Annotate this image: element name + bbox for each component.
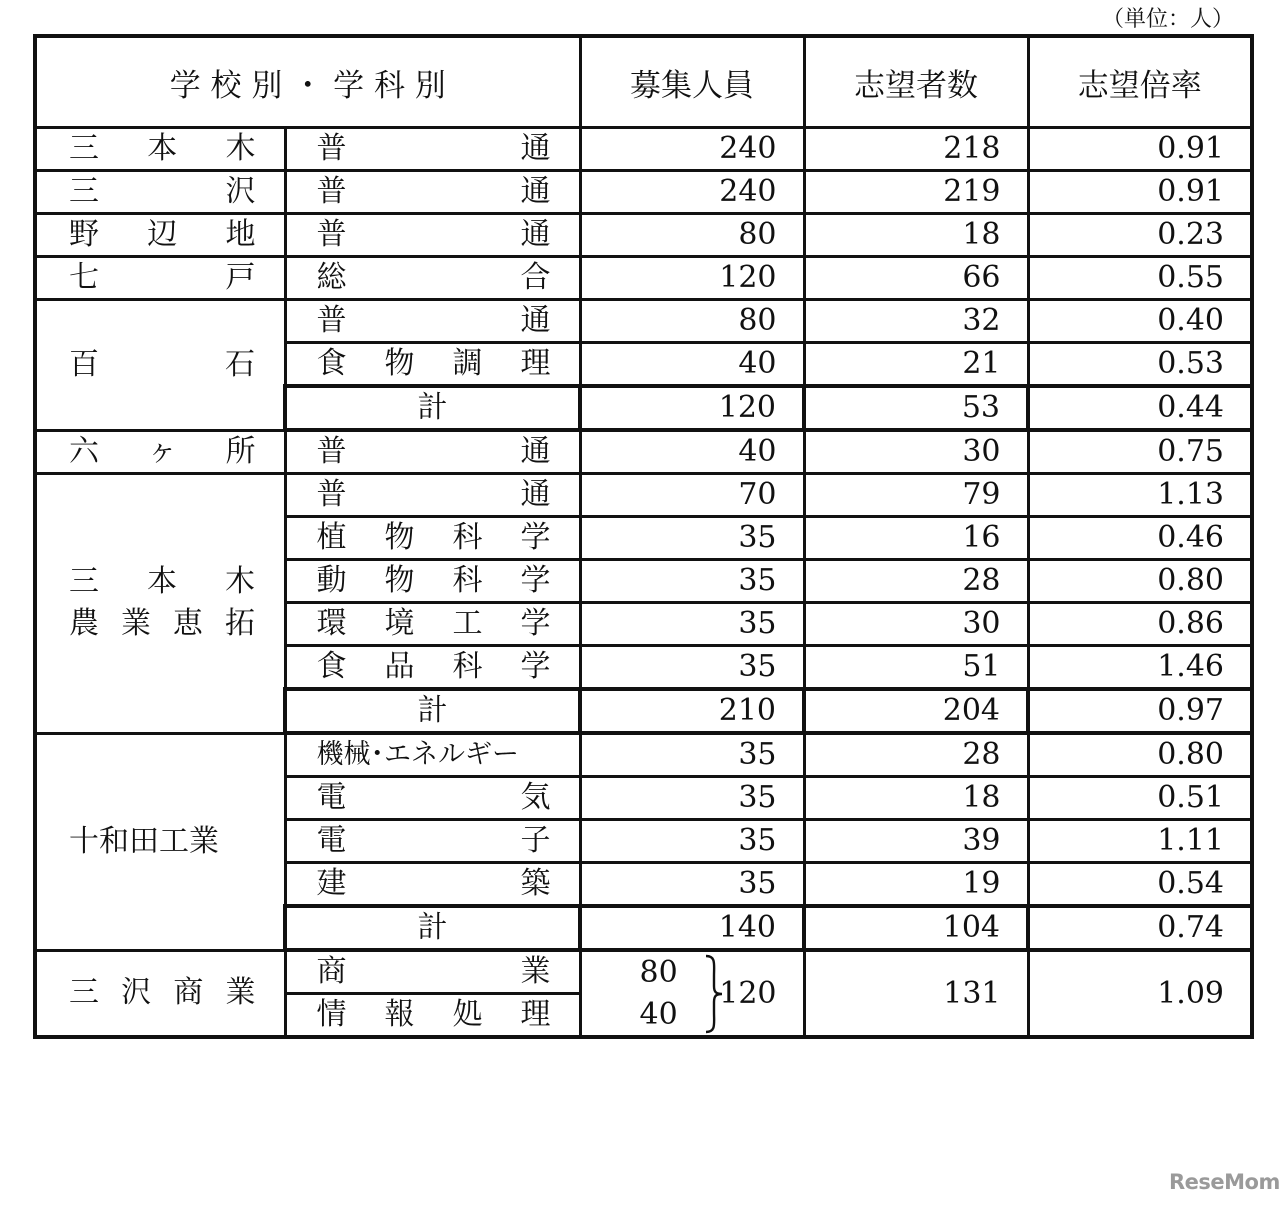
dept-cell	[285, 214, 580, 257]
char: 恵	[173, 606, 203, 642]
char: 学	[520, 563, 551, 598]
char: 普	[316, 477, 347, 512]
char: 本	[147, 131, 178, 166]
capacity-cell: 35	[580, 646, 804, 690]
dept-cell	[285, 560, 580, 603]
table-row	[35, 214, 1252, 257]
applicants-cell: 131	[804, 950, 1028, 1037]
char: 合	[520, 260, 551, 295]
char: 築	[520, 866, 551, 901]
school-cell	[35, 950, 285, 1037]
applicants-cell: 18	[804, 214, 1028, 257]
ratio-cell: 0.46	[1028, 517, 1252, 560]
char: 通	[520, 131, 551, 166]
char: ヶ	[147, 433, 178, 469]
capacity-cell: 40	[580, 430, 804, 474]
dept-cell	[285, 128, 580, 171]
capacity-cell: 70	[580, 474, 804, 517]
char: 理	[520, 997, 551, 1032]
char: 商	[316, 954, 347, 989]
school-cell	[35, 257, 285, 300]
table-row	[35, 128, 1252, 171]
dept-cell	[285, 300, 580, 343]
char: 野	[69, 217, 99, 252]
capacity-total-value: 120	[719, 975, 777, 1011]
char: 食	[316, 649, 347, 684]
applicants-cell: 16	[804, 517, 1028, 560]
capacity-cell: 210	[580, 689, 804, 733]
char: 食	[316, 346, 347, 381]
ratio-cell: 0.74	[1028, 906, 1252, 950]
applicants-cell: 53	[804, 386, 1028, 430]
capacity-cell: 80	[580, 214, 804, 257]
applicants-cell: 104	[804, 906, 1028, 950]
char: 情	[316, 997, 347, 1032]
subtotal-label: 計	[285, 906, 580, 950]
ratio-cell: 0.53	[1028, 343, 1252, 387]
capacity-cell: 35	[580, 560, 804, 603]
ratio-cell: 1.09	[1028, 950, 1252, 1037]
char: 商	[173, 975, 204, 1011]
char: 学	[520, 520, 551, 555]
capacity-cell: 35	[580, 777, 804, 820]
school-cell: 十和田工業	[35, 733, 285, 950]
school-cell	[35, 214, 285, 257]
capacity-cell: 35	[580, 820, 804, 863]
ratio-cell: 0.91	[1028, 128, 1252, 171]
capacity-sub-value: 80	[639, 954, 678, 990]
applicants-cell: 30	[804, 603, 1028, 646]
capacity-cell: 35	[580, 603, 804, 646]
dept-cell	[285, 603, 580, 646]
capacity-cell: 35	[580, 517, 804, 560]
ratio-cell: 0.75	[1028, 430, 1252, 474]
ratio-cell: 0.80	[1028, 733, 1252, 777]
dept-cell	[285, 343, 580, 387]
applicants-cell: 19	[804, 863, 1028, 907]
char: 建	[316, 866, 347, 901]
char: 科	[452, 649, 483, 684]
char: 品	[384, 649, 415, 684]
applicants-cell: 39	[804, 820, 1028, 863]
ratio-cell: 0.54	[1028, 863, 1252, 907]
char: 農	[69, 606, 99, 642]
table-row	[35, 474, 1252, 517]
char: 百	[69, 346, 99, 382]
resemom-logo: ReseMom	[1169, 1170, 1280, 1194]
char: 六	[69, 433, 99, 469]
ratio-cell: 0.40	[1028, 300, 1252, 343]
dept-cell	[285, 646, 580, 690]
char: 本	[147, 564, 177, 600]
capacity-sub-value: 40	[639, 996, 678, 1032]
dept-cell: 機械･エネルギー	[285, 733, 580, 777]
school-name-line2	[69, 603, 255, 645]
char: 通	[520, 217, 551, 252]
char: 子	[520, 823, 551, 858]
table-row	[35, 300, 1252, 343]
table-row	[35, 950, 1252, 994]
capacity-cell: 240	[580, 128, 804, 171]
applicants-cell: 28	[804, 733, 1028, 777]
applicants-cell: 218	[804, 128, 1028, 171]
char: 物	[384, 563, 415, 598]
applicants-cell: 51	[804, 646, 1028, 690]
char: 三	[69, 131, 99, 166]
table-row	[35, 733, 1252, 777]
char: 調	[452, 346, 483, 381]
capacity-cell: 35	[580, 863, 804, 907]
dept-cell	[285, 950, 580, 994]
ratio-cell: 0.91	[1028, 171, 1252, 214]
header-row	[35, 36, 1252, 128]
char: 科	[452, 520, 483, 555]
ratio-cell: 0.51	[1028, 777, 1252, 820]
subtotal-label: 計	[285, 386, 580, 430]
school-cell	[35, 128, 285, 171]
applicants-cell: 79	[804, 474, 1028, 517]
char: 普	[316, 131, 347, 166]
char: 七	[69, 260, 99, 295]
school-cell	[35, 171, 285, 214]
char: 電	[316, 823, 347, 858]
char: 物	[384, 346, 415, 381]
capacity-cell: 140	[580, 906, 804, 950]
char: 木	[225, 564, 255, 600]
capacity-cell: 80	[580, 300, 804, 343]
ratio-cell: 0.44	[1028, 386, 1252, 430]
dept-cell	[285, 517, 580, 560]
capacity-cell: 40	[580, 343, 804, 387]
applicants-cell: 30	[804, 430, 1028, 474]
header-applicants: 志望者数	[804, 36, 1028, 128]
char: 辺	[147, 217, 178, 252]
applicants-cell: 32	[804, 300, 1028, 343]
char: 境	[384, 606, 415, 641]
char: 地	[225, 217, 256, 252]
school-name-line1	[69, 561, 255, 603]
char: 業	[121, 606, 151, 642]
char: 通	[520, 303, 551, 338]
char: 三	[69, 975, 99, 1011]
char: 動	[316, 563, 347, 598]
char: 科	[452, 563, 483, 598]
ratio-cell: 1.11	[1028, 820, 1252, 863]
char: 植	[316, 520, 347, 555]
capacity-cell: 240	[580, 171, 804, 214]
char: 業	[225, 975, 256, 1011]
school-cell	[35, 474, 285, 734]
char: 普	[316, 434, 347, 469]
char: 電	[316, 780, 347, 815]
char: 業	[520, 954, 551, 989]
char: 通	[520, 174, 551, 209]
dept-cell	[285, 430, 580, 474]
char: 三	[69, 174, 99, 209]
ratio-cell: 1.46	[1028, 646, 1252, 690]
capacity-cell: 35	[580, 733, 804, 777]
dept-cell	[285, 257, 580, 300]
unit-note: （単位：人）	[1101, 7, 1234, 32]
ratio-cell: 1.13	[1028, 474, 1252, 517]
applicants-cell: 21	[804, 343, 1028, 387]
table-row	[35, 171, 1252, 214]
char: 普	[316, 303, 347, 338]
subtotal-label: 計	[285, 689, 580, 733]
applicants-cell: 28	[804, 560, 1028, 603]
table-row	[35, 430, 1252, 474]
ratio-cell: 0.97	[1028, 689, 1252, 733]
applicants-table	[33, 34, 1254, 1039]
school-cell	[35, 300, 285, 431]
char: 沢	[225, 174, 256, 209]
dept-cell	[285, 820, 580, 863]
school-cell	[35, 430, 285, 474]
ratio-cell: 0.23	[1028, 214, 1252, 257]
ratio-cell: 0.80	[1028, 560, 1252, 603]
capacity-cell: 120	[580, 386, 804, 430]
char: 理	[520, 346, 551, 381]
capacity-cell: 120	[580, 257, 804, 300]
char: 工	[452, 606, 483, 641]
header-school-dept: 学 校 別 ・ 学 科 別	[35, 36, 580, 128]
header-ratio: 志望倍率	[1028, 36, 1252, 128]
ratio-cell: 0.55	[1028, 257, 1252, 300]
char: 石	[225, 346, 255, 382]
char: 木	[225, 131, 256, 166]
char: 三	[69, 564, 99, 600]
applicants-cell: 66	[804, 257, 1028, 300]
char: 戸	[225, 260, 256, 295]
dept-cell	[285, 994, 580, 1038]
dept-cell	[285, 474, 580, 517]
char: 学	[520, 649, 551, 684]
char: 拓	[225, 606, 255, 642]
ratio-cell: 0.86	[1028, 603, 1252, 646]
char: 学	[520, 606, 551, 641]
char: 総	[316, 260, 347, 295]
char: 普	[316, 217, 347, 252]
applicants-cell: 204	[804, 689, 1028, 733]
char: 通	[520, 477, 551, 512]
table-row	[35, 257, 1252, 300]
char: 物	[384, 520, 415, 555]
char: 気	[520, 780, 551, 815]
applicants-cell: 18	[804, 777, 1028, 820]
char: 沢	[121, 975, 152, 1011]
header-capacity: 募集人員	[580, 36, 804, 128]
dept-cell	[285, 777, 580, 820]
capacity-cell	[580, 950, 804, 1037]
capacity-breakdown	[640, 952, 678, 1036]
applicants-cell: 219	[804, 171, 1028, 214]
char: 環	[316, 606, 347, 641]
char: 普	[316, 174, 347, 209]
char: 通	[520, 434, 551, 469]
dept-cell	[285, 171, 580, 214]
dept-cell	[285, 863, 580, 907]
char: 所	[225, 433, 256, 469]
char: 処	[452, 997, 483, 1032]
char: 報	[384, 997, 415, 1032]
